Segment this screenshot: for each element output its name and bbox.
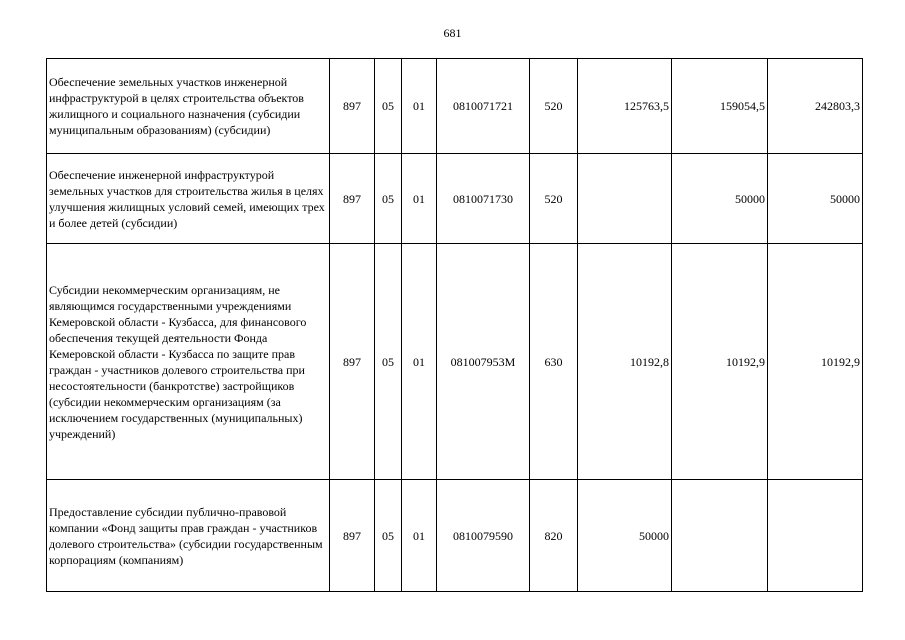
budget-table (46, 58, 863, 592)
cell-vr: 520 (530, 59, 578, 154)
cell-year-2: 159054,5 (672, 59, 768, 154)
cell-grbs: 897 (330, 59, 375, 154)
cell-grbs: 897 (330, 244, 375, 480)
cell-year-3: 10192,9 (768, 244, 863, 480)
cell-pr: 01 (402, 154, 437, 244)
cell-year-3 (768, 480, 863, 592)
cell-pr: 01 (402, 480, 437, 592)
cell-csr: 081007953М (437, 244, 530, 480)
cell-vr: 820 (530, 480, 578, 592)
cell-vr: 520 (530, 154, 578, 244)
cell-vr: 630 (530, 244, 578, 480)
cell-year-1: 50000 (578, 480, 672, 592)
cell-year-1 (578, 154, 672, 244)
cell-pr: 01 (402, 244, 437, 480)
cell-grbs: 897 (330, 480, 375, 592)
cell-csr: 0810071730 (437, 154, 530, 244)
cell-csr: 0810079590 (437, 480, 530, 592)
cell-pr: 01 (402, 59, 437, 154)
cell-csr: 0810071721 (437, 59, 530, 154)
cell-rz: 05 (375, 59, 402, 154)
cell-year-3: 50000 (768, 154, 863, 244)
cell-year-2: 10192,9 (672, 244, 768, 480)
cell-year-1: 125763,5 (578, 59, 672, 154)
cell-name: Обеспечение земельных участков инженерной инфраструктурой в целях строительства объектов жилищного и социального назначения (субсидии муниципальным образованиям) (субсидии) (47, 59, 330, 154)
cell-name: Субсидии некоммерческим организациям, не являющимся государственными учреждениями Кемеровской области - Кузбасса, для финансового обеспечения текущей деятельности Фонда Кемеровской области - Кузбасса по защите прав граждан - участников долевого строительства при несостоятельности (банкротстве) застройщиков (субсидии некоммерческим организациям (за исключением государственных (муниципальных) учреждений) (47, 244, 330, 480)
cell-name: Обеспечение инженерной инфраструктурой земельных участков для строительства жилья в целях улучшения жилищных условий семей, имеющих трех и более детей (субсидии) (47, 154, 330, 244)
cell-year-2 (672, 480, 768, 592)
page-number: 681 (443, 26, 462, 40)
cell-grbs: 897 (330, 154, 375, 244)
cell-name: Предоставление субсидии публично-правовой компании «Фонд защиты прав граждан - участников долевого строительства» (субсидии государственным корпорациям (компаниям) (47, 480, 330, 592)
table-row (47, 59, 863, 154)
cell-rz: 05 (375, 480, 402, 592)
cell-rz: 05 (375, 244, 402, 480)
table-row (47, 480, 863, 592)
cell-year-2: 50000 (672, 154, 768, 244)
cell-year-3: 242803,3 (768, 59, 863, 154)
table-row (47, 154, 863, 244)
table-row (47, 244, 863, 480)
cell-rz: 05 (375, 154, 402, 244)
cell-year-1: 10192,8 (578, 244, 672, 480)
